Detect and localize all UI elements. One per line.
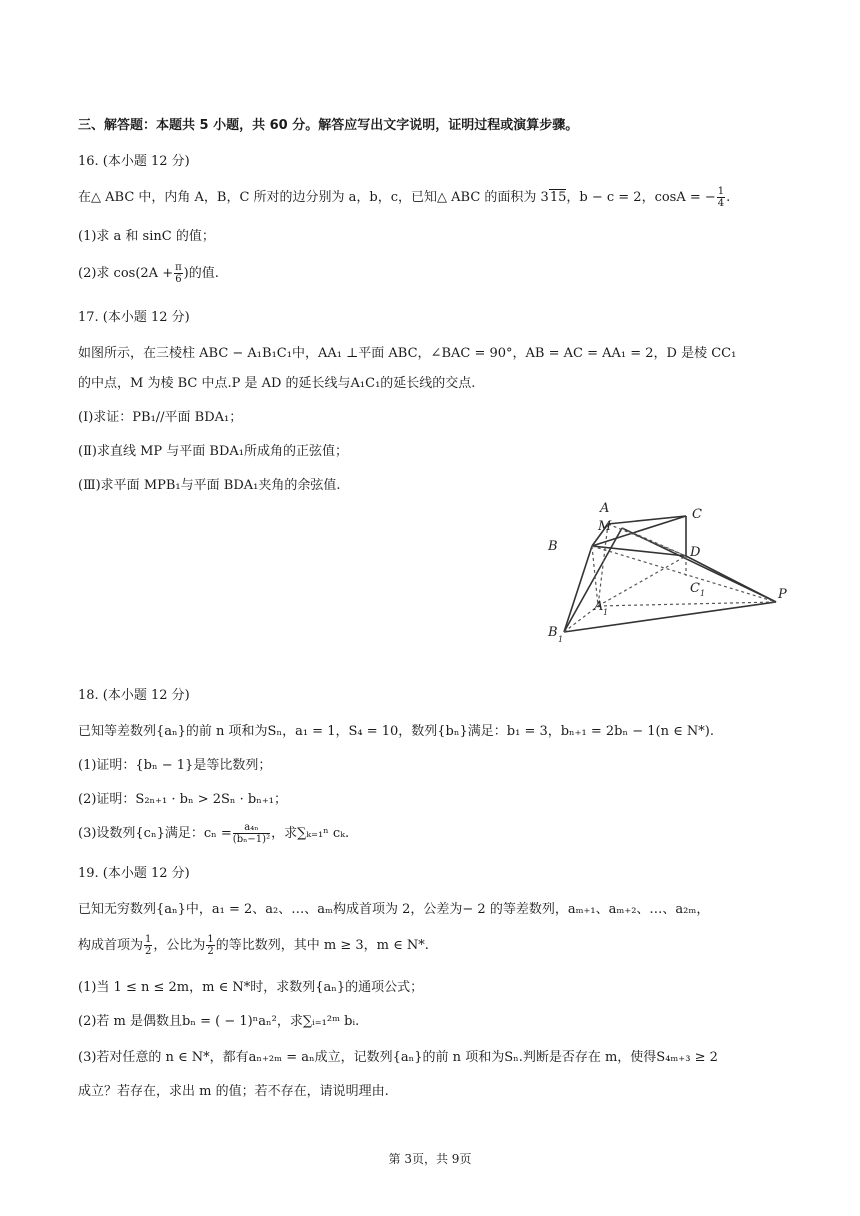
sqrt-15: 15 <box>549 190 567 205</box>
label-A1: A <box>594 599 604 614</box>
label-C1-sub: 1 <box>700 589 706 598</box>
q17-part3: (Ⅲ)求平面 MPB₁与平面 BDA₁夹角的余弦值. <box>78 478 341 493</box>
q19-part3-line1: (3)若对任意的 n ∈ N*，都有aₙ₊₂ₘ = aₙ成立，记数列{aₙ}的前 n 项和为Sₙ.判断是否存在 m，使得S₄ₘ₊₃ ≥ 2 <box>78 1050 718 1065</box>
frac-num: 1 <box>207 934 214 945</box>
q16-stem-end: . <box>726 190 731 205</box>
label-C: C <box>692 507 702 522</box>
label-B1-sub: 1 <box>558 635 564 644</box>
frac-den: (bₙ−1)² <box>232 834 271 845</box>
fraction-pi-six <box>174 262 183 285</box>
page-footer: 第 3页，共 9页 <box>388 1152 472 1166</box>
q18-title: 18. (本小题 12 分) <box>78 688 190 703</box>
label-D: D <box>690 545 701 560</box>
q18-part1: (1)证明：{bₙ − 1}是等比数列； <box>78 758 272 773</box>
q16-title: 16. (本小题 12 分) <box>78 154 190 169</box>
frac-num: 1 <box>145 934 152 945</box>
q19-stem-line2 <box>78 934 429 957</box>
edge-BA1 <box>592 546 598 606</box>
fraction-half-2 <box>206 934 214 957</box>
frac-den: 6 <box>175 274 182 285</box>
q19-title: 19. (本小题 12 分) <box>78 866 190 881</box>
label-B: B <box>548 539 558 554</box>
fraction-c-n <box>233 822 270 845</box>
q18-part2: (2)证明：S₂ₙ₊₁ · bₙ > 2Sₙ · bₙ₊₁； <box>78 792 287 807</box>
q16-part2 <box>78 262 219 285</box>
q18-part3-text: (3)设数列{cₙ}满足：cₙ = <box>78 826 232 841</box>
q16-stem-text: 在△ ABC 中，内角 A，B，C 所对的边分别为 a，b，c，已知△ ABC 的面积为 3 <box>78 190 549 205</box>
q16-stem-text-2: ，b − c = 2，cosA = − <box>566 190 716 205</box>
q17-title: 17. (本小题 12 分) <box>78 310 190 325</box>
q17-stem-line1: 如图所示，在三棱柱 ABC − A₁B₁C₁中，AA₁ ⊥平面 ABC，∠BAC = 90°，AB = AC = AA₁ = 2，D 是棱 CC₁ <box>78 346 737 361</box>
q19-part2: (2)若 m 是偶数且bₙ = ( − 1)ⁿaₙ²，求∑ᵢ₌₁²ᵐ bᵢ. <box>78 1014 360 1029</box>
section-heading: 三、解答题：本题共 5 小题，共 60 分。解答应写出文字说明，证明过程或演算步骤。 <box>78 118 579 133</box>
frac-den: 2 <box>145 946 152 957</box>
label-A1-sub: 1 <box>603 608 609 617</box>
q19-part1: (1)当 1 ≤ n ≤ 2m，m ∈ N*时，求数列{aₙ}的通项公式； <box>78 980 424 995</box>
q18-part3 <box>78 822 349 845</box>
frac-num: 1 <box>717 186 725 197</box>
edge-A1D <box>598 556 686 606</box>
q19-stem-line1: 已知无穷数列{aₙ}中，a₁ = 2、a₂、…、aₘ构成首项为 2，公差为− 2 的等差数列，aₘ₊₁、aₘ₊₂、…、a₂ₘ， <box>78 902 710 917</box>
fraction-one-quarter <box>717 186 725 209</box>
prism-figure <box>540 494 800 644</box>
frac-den: 2 <box>207 946 214 957</box>
edge-BD <box>592 546 686 556</box>
label-C1: C <box>690 581 700 596</box>
q18-stem: 已知等差数列{aₙ}的前 n 项和为Sₙ，a₁ = 1，S₄ = 10，数列{bₙ}满足：b₁ = 3，bₙ₊₁ = 2bₙ − 1(n ∈ N*). <box>78 724 714 739</box>
q17-part1: (Ⅰ)求证：PB₁//平面 BDA₁； <box>78 410 243 425</box>
q19-line2-text: 构成首项为 <box>78 938 144 953</box>
label-P: P <box>778 587 787 602</box>
q16-part1: (1)求 a 和 sinC 的值； <box>78 229 215 244</box>
q17-part2: (Ⅱ)求直线 MP 与平面 BDA₁所成角的正弦值； <box>78 444 349 459</box>
q16-part2-text: (2)求 cos(2A + <box>78 266 174 281</box>
frac-num: a₄ₙ <box>233 822 270 834</box>
frac-num: π <box>175 262 182 273</box>
label-M: M <box>598 519 612 534</box>
q19-line2-text-2: ，公比为 <box>153 938 206 953</box>
q19-part3-line2: 成立？若存在，求出 m 的值；若不存在，请说明理由. <box>78 1084 389 1099</box>
label-B1: B <box>548 625 558 640</box>
label-A: A <box>600 501 610 516</box>
frac-den: 4 <box>717 198 725 209</box>
q18-part3-end: ，求∑ₖ₌₁ⁿ cₖ. <box>271 826 350 841</box>
q16-part2-end: )的值. <box>183 266 219 281</box>
fraction-half <box>144 934 152 957</box>
q17-stem-line2: 的中点，M 为棱 BC 中点.P 是 AD 的延长线与A₁C₁的延长线的交点. <box>78 376 476 391</box>
q19-line2-end: 的等比数列，其中 m ≥ 3，m ∈ N*. <box>215 938 429 953</box>
q16-stem <box>78 186 730 209</box>
